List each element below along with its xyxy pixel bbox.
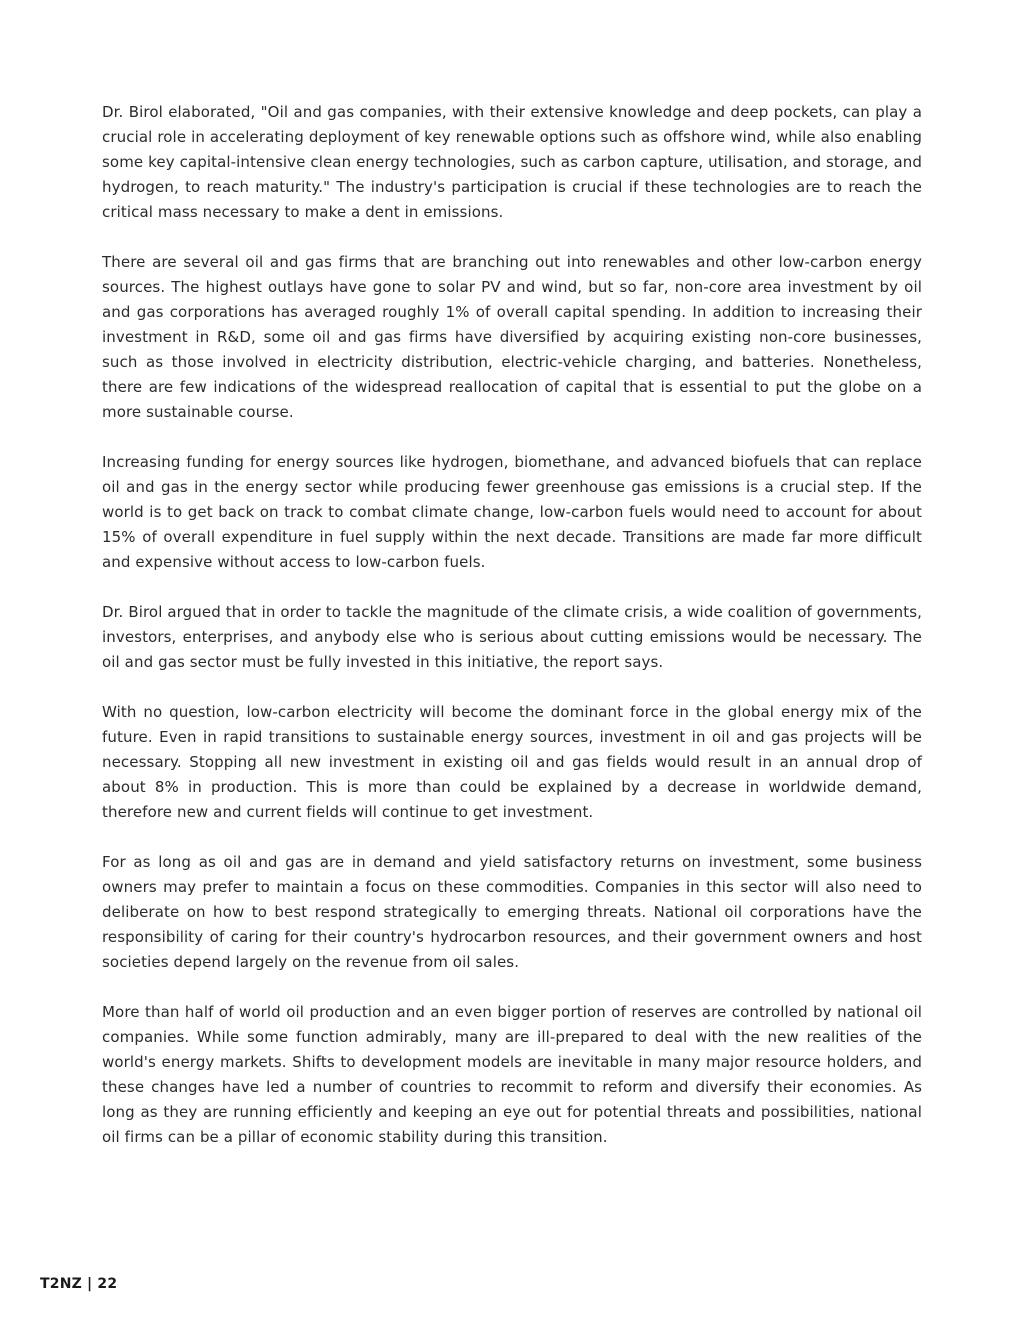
paragraph: There are several oil and gas firms that are branching out into renewables and other low-carbon energy sources. The highest outlays have gone to solar PV and wind, but so far, non-core area investment by oil and gas corporations has averaged roughly 1% of overall capital spending. In addition to increasing their investment in R&D, some oil and gas firms have diversified by acquiring existing non-core businesses, such as those involved in electricity distribution, electric-vehicle charging, and batteries. Nonetheless, there are few indications of the widespread reallocation of capital that is essential to put the globe on a more sustainable course. (102, 253, 922, 421)
page-footer: T2NZ | 22 (40, 1276, 118, 1292)
page-body (102, 100, 922, 1175)
paragraph: Increasing funding for energy sources like hydrogen, biomethane, and advanced biofuels that can replace oil and gas in the energy sector while producing fewer greenhouse gas emissions is a crucial step. If the world is to get back on track to combat climate change, low-carbon fuels would need to account for about 15% of overall expenditure in fuel supply within the next decade. Transitions are made far more difficult and expensive without access to low-carbon fuels. (102, 453, 922, 571)
paragraph: Dr. Birol elaborated, "Oil and gas companies, with their extensive knowledge and deep pockets, can play a crucial role in accelerating deployment of key renewable options such as offshore wind, while also enabling some key capital-intensive clean energy technologies, such as carbon capture, utilisation, and storage, and hydrogen, to reach maturity." The industry's participation is crucial if these technologies are to reach the critical mass necessary to make a dent in emissions. (102, 103, 922, 221)
paragraph: For as long as oil and gas are in demand and yield satisfactory returns on investment, some business owners may prefer to maintain a focus on these commodities. Companies in this sector will also need to deliberate on how to best respond strategically to emerging threats. National oil corporations have the responsibility of caring for their country's hydrocarbon resources, and their government owners and host societies depend largely on the revenue from oil sales. (102, 853, 922, 971)
paragraph: Dr. Birol argued that in order to tackle the magnitude of the climate crisis, a wide coalition of governments, investors, enterprises, and anybody else who is serious about cutting emissions would be necessary. The oil and gas sector must be fully invested in this initiative, the report says. (102, 603, 922, 671)
paragraph: More than half of world oil production and an even bigger portion of reserves are controlled by national oil companies. While some function admirably, many are ill-prepared to deal with the new realities of the world's energy markets. Shifts to development models are inevitable in many major resource holders, and these changes have led a number of countries to recommit to reform and diversify their economies. As long as they are running efficiently and keeping an eye out for potential threats and possibilities, national oil firms can be a pillar of economic stability during this transition. (102, 1003, 922, 1146)
paragraph: With no question, low-carbon electricity will become the dominant force in the global energy mix of the future. Even in rapid transitions to sustainable energy sources, investment in oil and gas projects will be necessary. Stopping all new investment in existing oil and gas fields would result in an annual drop of about 8% in production. This is more than could be explained by a decrease in worldwide demand, therefore new and current fields will continue to get investment. (102, 703, 922, 821)
